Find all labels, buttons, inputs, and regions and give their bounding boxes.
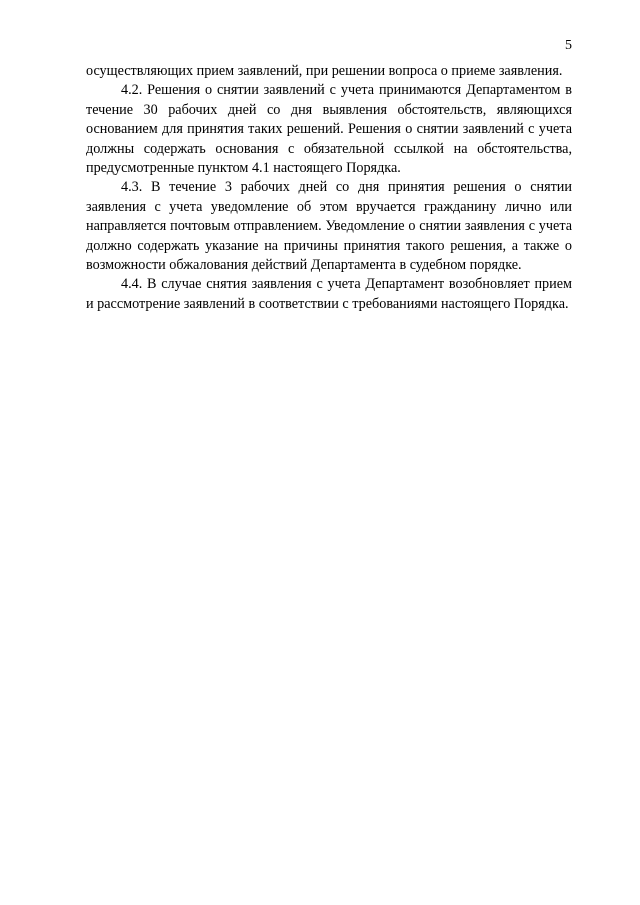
document-body [86,62,572,314]
paragraph-4-2: 4.2. Решения о снятии заявлений с учета принимаются Департаментом в течение 30 рабочих дней со дня выявления обстоятельств, являющихся основанием для принятия таких решений. Решения о снятии заявлений с учета должны содержать основания с обязательной ссылкой на обстоятельства, предусмотренные пунктом 4.1 настоящего Порядка. [86,82,572,177]
page-number: 5 [565,38,572,53]
paragraph-continuation: осуществляющих прием заявлений, при решении вопроса о приеме заявления. [86,63,563,79]
paragraph-4-3: 4.3. В течение 3 рабочих дней со дня принятия решения о снятии заявления с учета уведомление об этом вручается гражданину лично или направляется почтовым отправлением. Уведомление о снятии заявления с учета должно содержать указание на причины принятия такого решения, а также о возможности обжалования действий Департамента в судебном порядке. [86,179,572,274]
paragraph-4-4: 4.4. В случае снятия заявления с учета Департамент возобновляет прием и рассмотрение заявлений в соответствии с требованиями настоящего Порядка. [86,276,572,312]
